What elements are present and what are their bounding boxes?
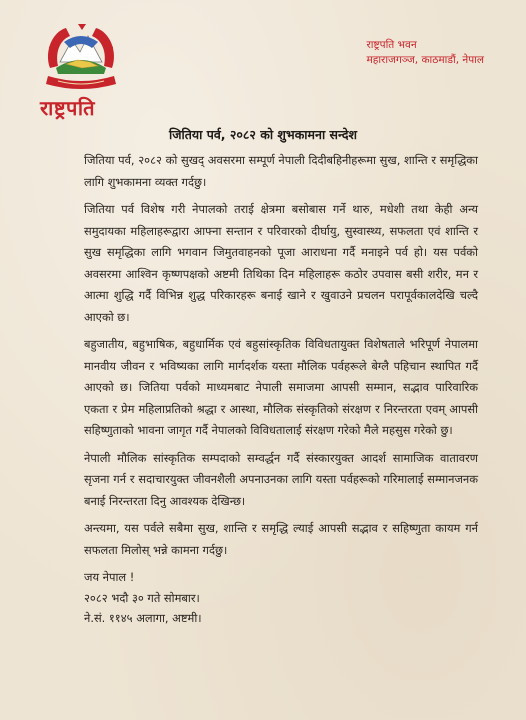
- address-line-2: महाराजगञ्ज, काठमाडौं, नेपाल: [366, 54, 484, 66]
- paragraph: जितिया पर्व, २०८२ को सुखद् अवसरमा सम्पूर्ण नेपाली दिदीबहिनीहरूमा सुख, शान्ति र समृद्धिका लागि शुभकामना व्यक्त गर्दछु।: [84, 153, 478, 189]
- paragraph: नेपाली मौलिक सांस्कृतिक सम्पदाको सम्वर्द्धन गर्दै संस्कारयुक्त आदर्श सामाजिक वातावरण सृजना गर्न र सदाचारयुक्त जीवनशैली अपनाउनका लागि यस्ता पर्वहरूको गरिमालाई सम्मानजनक बनाई निरन्तरता दिनु आवश्यक देखिन्छ।: [84, 450, 478, 508]
- closing-block: [84, 567, 478, 629]
- nepal-coat-of-arms-icon: [42, 22, 120, 94]
- address-line-1: राष्ट्रपति भवन: [366, 39, 417, 51]
- message-title: जितिया पर्व, २०८२ को शुभकामना सन्देश: [169, 127, 357, 142]
- date-bs: २०८२ भदौ ३० गते सोमबार।: [84, 590, 200, 605]
- date-ns: ने.सं. ११४५ अलागा, अष्टमी।: [84, 611, 202, 625]
- message-body: [84, 150, 478, 629]
- office-address: [366, 38, 484, 68]
- paragraph: जितिया पर्व विशेष गरी नेपालको तराई क्षेत्रमा बसोबास गर्ने थारु, मधेशी तथा केही अन्य समुदायका महिलाहरूद्वारा आफ्ना सन्तान र परिवारको दीर्घायु, सुस्वास्थ्य, सफलता एवं शान्ति र सुख समृद्धिका लागि भगवान जिमुतवाहनको पूजा आराधना गर्दै मनाइने पर्व हो। यस पर्वको अवसरमा आश्विन कृष्णपक्षको अष्टमी तिथिका दिन महिलाहरू कठोर उपवास बसी शरीर, मन र आत्मा शुद्धि गर्दै विभिन्न शुद्ध परिकारहरू बनाई खाने र खुवाउने प्रचलन परापूर्वकालदेखि चल्दै आएको छ।: [84, 202, 478, 324]
- brand-title: राष्ट्रपति: [40, 96, 95, 120]
- paragraph: बहुजातीय, बहुभाषिक, बहुधार्मिक एवं बहुसांस्कृतिक विविधतायुक्त विशेषताले भरिपूर्ण नेपालमा मानवीय जीवन र भविष्यका लागि मार्गदर्शक यस्ता मौलिक पर्वहरूले बेग्लै पहिचान स्थापित गर्दै आएको छ। जितिया पर्वको माध्यमबाट नेपाली समाजमा आपसी सम्मान, सद्भाव पारिवारिक एकता र प्रेम महिलाप्रतिको श्रद्धा र आस्था, मौलिक संस्कृतिको संरक्षण र निरन्तरता एवम् आपसी सहिष्णुताको भावना जागृत गर्दै नेपालको विविधतालाई संरक्षण गरेको मैले महसुस गरेको छु।: [84, 337, 478, 437]
- paragraph: अन्त्यमा, यस पर्वले सबैमा सुख, शान्ति र समृद्धि ल्याई आपसी सद्भाव र सहिष्णुता कायम गर्न सफलता मिलोस् भन्ने कामना गर्दछु।: [84, 521, 478, 557]
- salutation: जय नेपाल !: [84, 570, 135, 584]
